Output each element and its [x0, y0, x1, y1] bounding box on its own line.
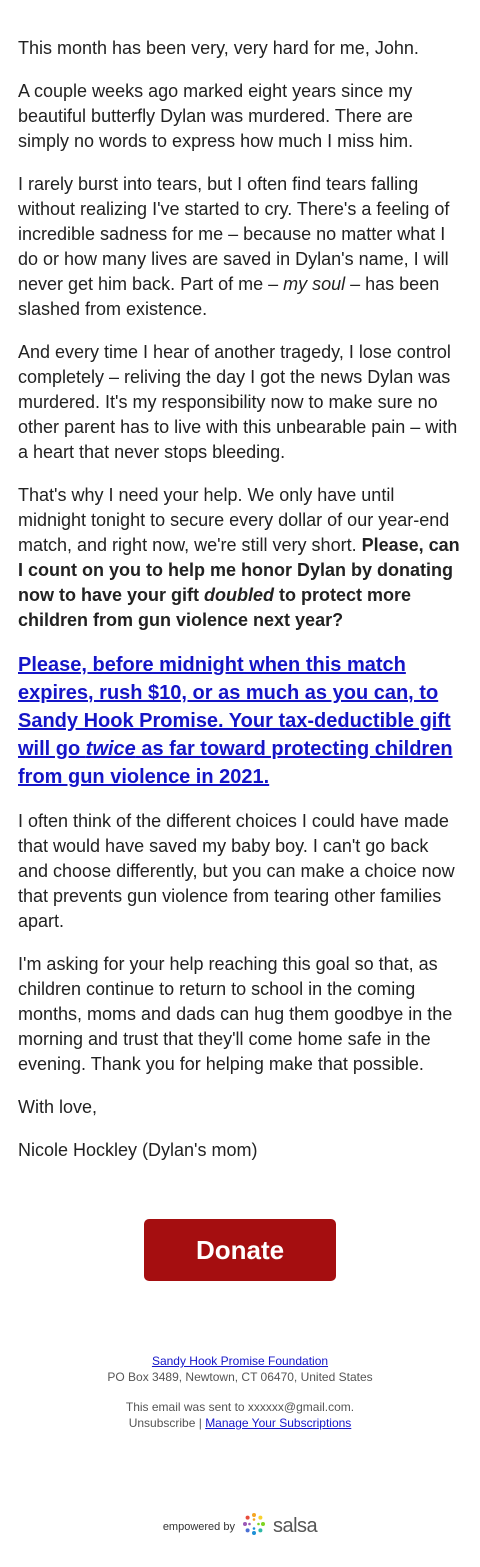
email-footer	[18, 1353, 462, 1431]
salsa-brand-text: salsa	[272, 1515, 318, 1537]
org-link[interactable]: Sandy Hook Promise Foundation	[151, 1354, 329, 1368]
sent-to-notice: This email was sent to xxxxxx@gmail.com.	[125, 1400, 355, 1414]
p5-bold-b: to protect more children from gun violence next year?	[18, 585, 412, 630]
p3-emphasis: my soul	[283, 274, 346, 294]
letter-paragraph-4: And every time I hear of another tragedy, I lose control completely – reliving the day I got the news Dylan was murdered. It's my responsibility now to make sure no other parent has to live with this unbearable pain – with a heart that never stops bleeding.	[18, 342, 458, 462]
p5-bold-emphasis: doubled	[204, 585, 275, 605]
letter-closing: With love,	[18, 1097, 98, 1117]
manage-subscriptions-link[interactable]: Manage Your Subscriptions	[205, 1416, 352, 1430]
org-address: PO Box 3489, Newtown, CT 06470, United States	[107, 1370, 373, 1384]
letter-paragraph-7: I'm asking for your help reaching this goal so that, as children continue to return to school in the coming months, moms and dads can hug them goodbye in the morning and trust that they'll come home safe in the evening. Thank you for helping make that possible.	[18, 954, 453, 1074]
salsa-logo-icon	[241, 1511, 267, 1542]
letter-signature: Nicole Hockley (Dylan's mom)	[18, 1140, 258, 1160]
letter-paragraph-2: A couple weeks ago marked eight years since my beautiful butterfly Dylan was murdered. There are simply no words to express how much I miss him.	[18, 81, 414, 151]
letter-paragraph-1: This month has been very, very hard for me, John.	[18, 38, 419, 58]
donate-button[interactable]: Donate	[144, 1219, 336, 1281]
donate-area	[18, 1219, 462, 1281]
letter-paragraph-6: I often think of the different choices I could have made that would have saved my baby boy. I can't go back and choose differently, but you can make a choice now that prevents gun violence from tearing other families apart.	[18, 811, 455, 931]
subscription-links	[18, 1415, 462, 1431]
letter-paragraph-3	[18, 172, 462, 322]
cta-emphasis: twice	[85, 738, 136, 760]
letter-paragraph-5	[18, 483, 462, 633]
donation-cta	[18, 651, 462, 791]
unsubscribe-link[interactable]: Unsubscribe	[128, 1416, 196, 1430]
cta-text-a: Please, before midnight when this match expires, rush $10, or as much as you can, to Sandy Hook Promise. Your tax-deductible gift will go	[18, 654, 451, 760]
donation-cta-link[interactable]	[18, 654, 453, 788]
powered-by-text: empowered by	[162, 1520, 235, 1533]
p5-bold-a: Please, can I count on you to help me honor Dylan by donating now to have your gift	[18, 535, 460, 605]
p5-text: That's why I need your help. We only have until midnight tonight to secure every dollar of our year-end match, and right now, we're still very short.	[18, 485, 450, 555]
p3-text-a: I rarely burst into tears, but I often find tears falling without realizing I've started to cry. There's a feeling of incredible sadness for me – because no matter what I do or how many lives are saved in Dylan's name, I will never get him back. Part of me –	[18, 174, 450, 294]
link-separator: |	[195, 1416, 206, 1430]
powered-by-badge[interactable]	[18, 1511, 462, 1542]
cta-text-b: as far toward protecting children from gun violence in 2021.	[18, 738, 453, 788]
p3-text-b: – has been slashed from existence.	[18, 274, 440, 319]
